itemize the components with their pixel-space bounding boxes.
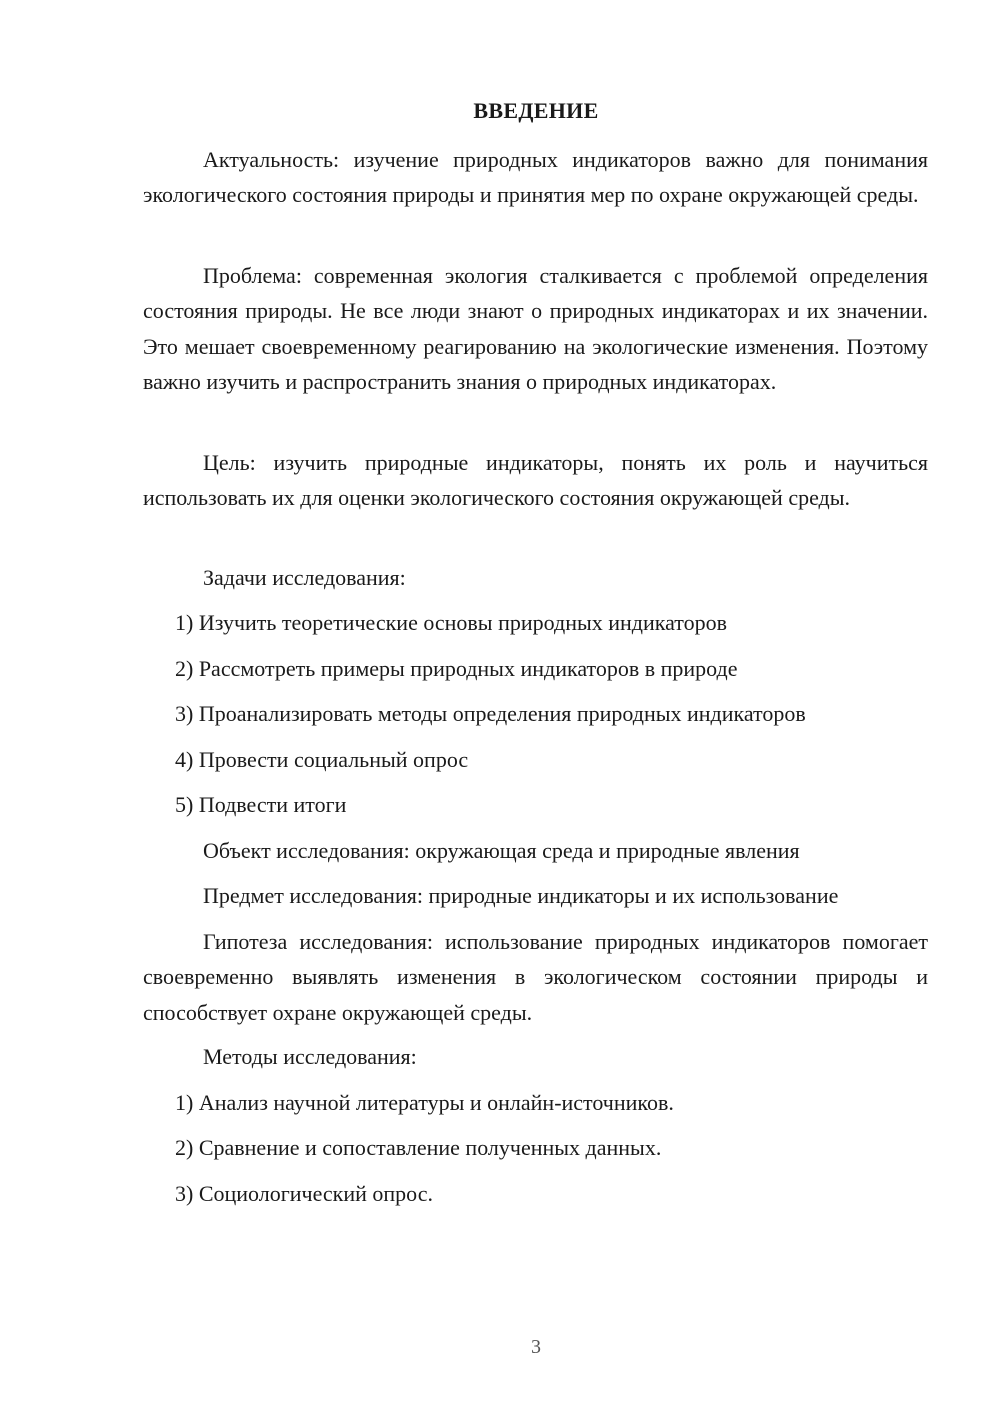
- subject-line: Предмет исследования: природные индикаторы и их использование: [203, 883, 839, 908]
- relevance-paragraph: Актуальность: изучение природных индикаторов важно для понимания экологического состояния природы и принятия мер по охране окружающей среды.: [143, 147, 928, 208]
- task-item: 3) Проанализировать методы определения природных индикаторов: [175, 701, 806, 726]
- method-item: 3) Социологический опрос.: [175, 1181, 433, 1206]
- task-item: 1) Изучить теоретические основы природных индикаторов: [175, 610, 728, 635]
- method-item: 1) Анализ научной литературы и онлайн-источников.: [175, 1090, 674, 1115]
- object-line: Объект исследования: окружающая среда и природные явления: [203, 838, 800, 863]
- problem-paragraph: Проблема: современная экология сталкивается с проблемой определения состояния природы. Не все люди знают о природных индикаторах и их значении. Это мешает своевременному реагированию на экологические изменения. Поэтому важно изучить и распространить знания о природных индикаторах.: [143, 263, 928, 394]
- task-item: 2) Рассмотреть примеры природных индикаторов в природе: [175, 656, 738, 681]
- task-item: 4) Провести социальный опрос: [175, 747, 469, 772]
- hypothesis-paragraph: Гипотеза исследования: использование природных индикаторов помогает своевременно выявлять изменения в экологическом состоянии природы и способствует охране окружающей среды.: [143, 929, 928, 1025]
- methods-heading: Методы исследования:: [203, 1044, 417, 1069]
- tasks-heading: Задачи исследования:: [203, 565, 406, 590]
- section-title: ВВЕДЕНИЕ: [473, 98, 599, 123]
- method-item: 2) Сравнение и сопоставление полученных данных.: [175, 1135, 662, 1160]
- page-number: 3: [531, 1336, 541, 1358]
- task-item: 5) Подвести итоги: [175, 792, 347, 817]
- goal-paragraph: Цель: изучить природные индикаторы, понять их роль и научиться использовать их для оценки экологического состояния окружающей среды.: [143, 450, 928, 511]
